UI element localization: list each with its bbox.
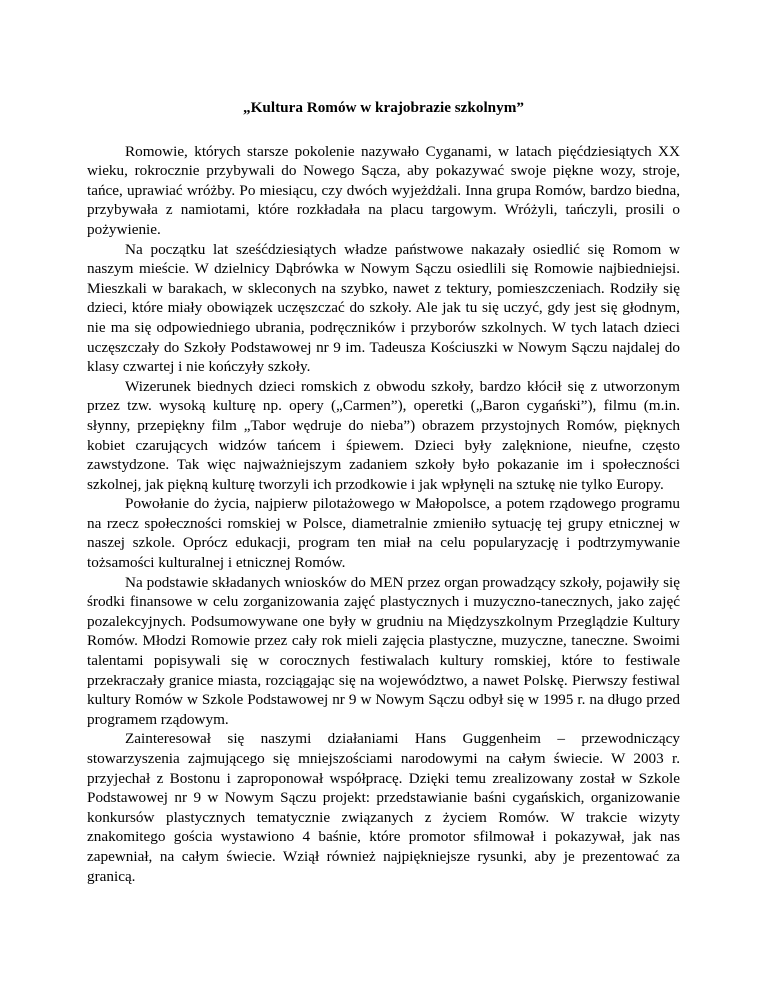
- paragraph: Powołanie do życia, najpierw pilotażowego w Małopolsce, a potem rządowego programu na rzecz społeczności romskiej w Polsce, diametralnie zmieniło sytuację tej grupy etnicznej w naszej szkole. Oprócz edukacji, program ten miał na celu popularyzację i podtrzymywanie tożsamości kulturalnej i etnicznej Romów.: [87, 495, 680, 572]
- paragraph: Romowie, których starsze pokolenie nazywało Cyganami, w latach pięćdziesiątych XX wieku, rokrocznie przybywali do Nowego Sącza, aby pokazywać swoje piękne wozy, stroje, tańce, uprawiać wróżby. Po miesiącu, czy dwóch wyjeżdżali. Inna grupa Romów, bardzo biedna, przybywała z namiotami, które rozkładała na placu targowym. Wróżyli, tańczyli, prosili o pożywienie.: [87, 142, 680, 238]
- document-body: [87, 98, 680, 886]
- paragraph: Wizerunek biednych dzieci romskich z obwodu szkoły, bardzo kłócił się z utworzonym przez tzw. wysoką kulturę np. opery („Carmen”), operetki („Baron cygański”), filmu (m.in. słynny, przepiękny film „Tabor wędruje do nieba”) obrazem przystojnych Romów, pięknych kobiet czarujących widzów tańcem i śpiewem. Dzieci były zalęknione, nieufne, często zawstydzone. Tak więc najważniejszym zadaniem szkoły było pokazanie im i społeczności szkolnej, jak piękną kulturę tworzyli ich przodkowie i jak wpłynęli na sztukę nie tylko Europy.: [87, 377, 680, 493]
- paragraph: Na początku lat sześćdziesiątych władze państwowe nakazały osiedlić się Romom w naszym mieście. W dzielnicy Dąbrówka w Nowym Sączu osiedlili się Romowie najbiedniejsi. Mieszkali w barakach, w skleconych na szybko, nawet z tektury, pomieszczeniach. Rodziły się dzieci, które miały obowiązek uczęszczać do szkoły. Ale jak tu się uczyć, gdy jest się głodnym, nie ma się odpowiedniego ubrania, podręczników i przyborów szkolnych. W tych latach dzieci uczęszczały do Szkoły Podstawowej nr 9 im. Tadeusza Kościuszki w Nowym Sączu najdalej do klasy czwartej i nie kończyły szkoły.: [87, 240, 680, 376]
- document-title: „Kultura Romów w krajobrazie szkolnym”: [243, 99, 524, 116]
- paragraph: Na podstawie składanych wniosków do MEN przez organ prowadzący szkoły, pojawiły się środki finansowe w celu zorganizowania zajęć plastycznych i muzyczno-tanecznych, jako zajęć pozalekcyjnych. Podsumowywane one były w grudniu na Międzyszkolnym Przeglądzie Kultury Romów. Młodzi Romowie przez cały rok mieli zajęcia plastyczne, muzyczne, taneczne. Swoimi talentami popisywali się w corocznych festiwalach kultury romskiej, które to festiwale przekraczały granice miasta, rozciągając się na województwo, a nawet Polskę. Pierwszy festiwal kultury Romów w Szkole Podstawowej nr 9 w Nowym Sączu odbył się w 1995 r. na długo przed programem rządowym.: [87, 573, 680, 728]
- paragraph: Zainteresował się naszymi działaniami Hans Guggenheim – przewodniczący stowarzyszenia zajmującego się mniejszościami narodowymi na całym świecie. W 2003 r. przyjechał z Bostonu i zaproponował współpracę. Dzięki temu zrealizowany został w Szkole Podstawowej nr 9 w Nowym Sączu projekt: przedstawianie baśni cygańskich, organizowanie konkursów plastycznych tematycznie związanych z życiem Romów. W trakcie wizyty znakomitego gościa wystawiono 4 baśnie, które promotor sfilmował i pokazywał, jak nas zapewniał, na całym świecie. Wziął również najpiękniejsze rysunki, aby je prezentować za granicą.: [87, 730, 680, 885]
